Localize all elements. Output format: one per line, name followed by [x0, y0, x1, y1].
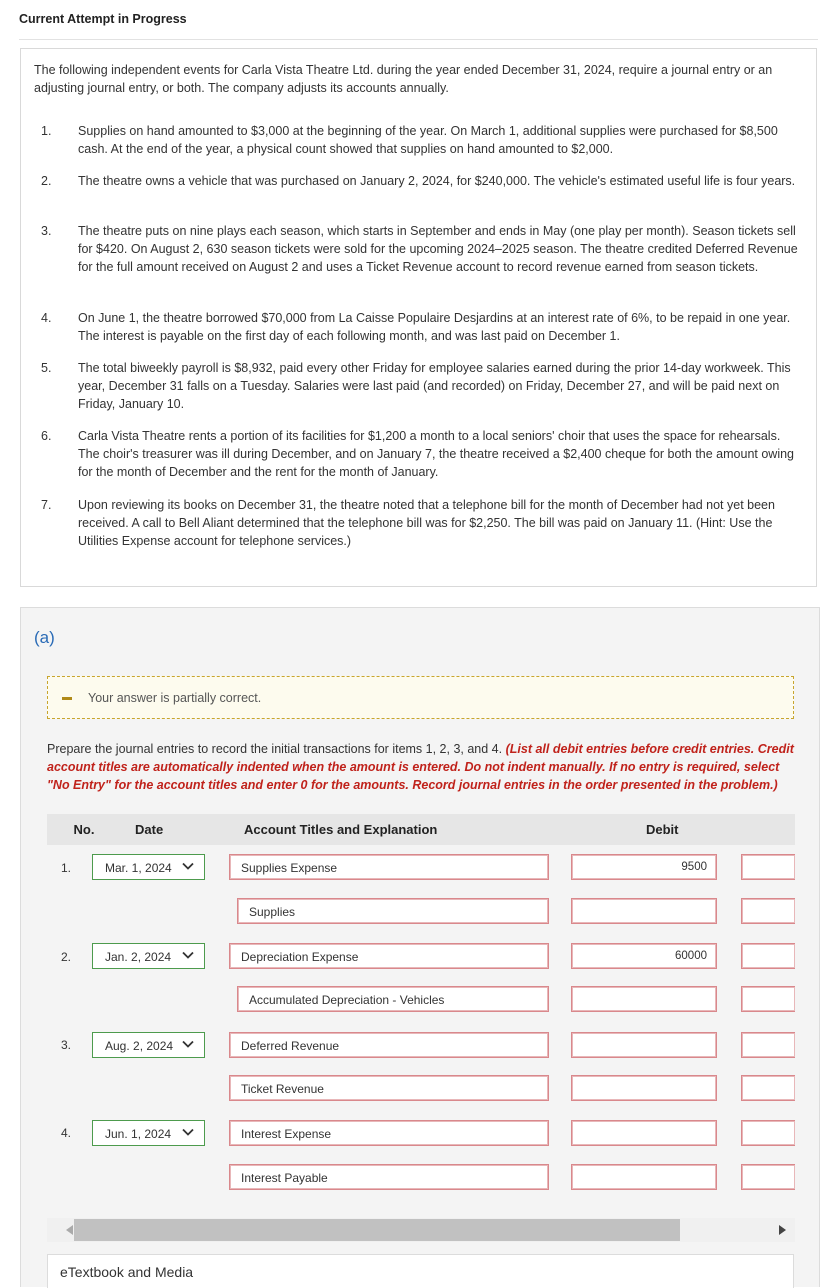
instructions-text: Prepare the journal entries to record the initial transactions for items 1, 2, 3, and 4.	[47, 742, 503, 756]
item-text: The theatre puts on nine plays each season, which starts in September and ends in May (one play per month). Season tickets sell for $420. On August 2, 630 season tickets were sold for the upcoming 2024–2025 season. The theatre credited Deferred Revenue for the full amount received on August 2 and uses a Ticket Revenue account to record revenue earned from season tickets.	[78, 224, 798, 274]
date-value: Aug. 2, 2024	[105, 1039, 174, 1053]
divider	[19, 39, 818, 40]
item-text: Supplies on hand amounted to $3,000 at the beginning of the year. On March 1, additional supplies were purchased for $8,500 cash. At the end of the year, a physical count showed that supplies on hand amounted to $2,000.	[78, 124, 778, 156]
instructions	[47, 740, 799, 794]
date-select[interactable]	[92, 854, 205, 880]
item-number: 5.	[41, 361, 52, 375]
debit-input[interactable]	[571, 1032, 717, 1058]
date-value: Jun. 1, 2024	[105, 1127, 172, 1141]
credit-input[interactable]	[741, 986, 795, 1012]
attempt-title: Current Attempt in Progress	[19, 12, 187, 26]
debit-input[interactable]	[571, 943, 717, 969]
item-number: 2.	[41, 174, 52, 188]
problem-intro: The following independent events for Carla Vista Theatre Ltd. during the year ended December 31, 2024, require a journal entry or an adjusting journal entry, or both. The company adjusts its accounts annually.	[34, 63, 773, 95]
entry-number: 2.	[61, 950, 72, 964]
item-number: 4.	[41, 311, 52, 325]
journal-table-header	[47, 814, 795, 845]
account-title-value: Supplies Expense	[241, 861, 338, 875]
credit-input[interactable]	[741, 1120, 795, 1146]
account-title-value: Depreciation Expense	[241, 950, 359, 964]
etextbook-link[interactable]	[47, 1254, 794, 1288]
item-text: Upon reviewing its books on December 31, the theatre noted that a telephone bill for the month of December had not yet been received. A call to Bell Aliant determined that the telephone bill was for $2,250. The bill was paid on January 11. (Hint: Use the Utilities Expense account for telephone services.)	[78, 498, 775, 548]
account-title-input[interactable]	[237, 898, 549, 924]
item-number: 3.	[41, 224, 52, 238]
credit-input[interactable]	[741, 1164, 795, 1190]
chevron-down-icon	[182, 949, 194, 961]
part-a-panel	[20, 607, 820, 1287]
debit-input[interactable]	[571, 986, 717, 1012]
account-title-value: Interest Payable	[241, 1171, 328, 1185]
instructions-note: (List all debit entries before credit entries. Credit account titles are automatically indented when the amount is entered. Do not indent manually. If no entry is required, select "No Entry" for the account titles and enter 0 for the amounts. Record journal entries in the order presented in the problem.)	[47, 742, 794, 792]
part-label: (a)	[34, 628, 55, 647]
date-value: Mar. 1, 2024	[105, 861, 172, 875]
credit-input[interactable]	[741, 898, 795, 924]
debit-input[interactable]	[571, 1120, 717, 1146]
credit-input[interactable]	[741, 854, 795, 880]
debit-value: 9500	[681, 861, 707, 873]
item-number: 6.	[41, 429, 52, 443]
item-text: On June 1, the theatre borrowed $70,000 from La Caisse Populaire Desjardins at an interest rate of 6%, to be repaid in one year. The interest is payable on the first day of each following month, and was last paid on December 1.	[78, 311, 791, 343]
horizontal-scrollbar[interactable]	[47, 1218, 795, 1242]
chevron-down-icon	[182, 1038, 194, 1050]
account-title-input[interactable]	[237, 986, 549, 1012]
column-date: Date	[135, 822, 164, 837]
etextbook-label: eTextbook and Media	[60, 1264, 194, 1280]
entry-number: 3.	[61, 1038, 72, 1052]
date-select[interactable]	[92, 943, 205, 969]
column-no: No.	[73, 822, 95, 837]
chevron-down-icon	[182, 860, 194, 872]
debit-input[interactable]	[571, 1164, 717, 1190]
debit-input[interactable]	[571, 854, 717, 880]
date-select[interactable]	[92, 1120, 205, 1146]
credit-input[interactable]	[741, 943, 795, 969]
date-select[interactable]	[92, 1032, 205, 1058]
item-number: 7.	[41, 498, 52, 512]
account-title-input[interactable]	[229, 943, 549, 969]
account-title-value: Accumulated Depreciation - Vehicles	[249, 993, 445, 1007]
scroll-left-icon[interactable]	[66, 1225, 73, 1235]
item-text: The theatre owns a vehicle that was purchased on January 2, 2024, for $240,000. The vehicle's estimated useful life is four years.	[78, 174, 796, 188]
account-title-input[interactable]	[229, 1164, 549, 1190]
problem-statement	[20, 48, 817, 587]
debit-input[interactable]	[571, 898, 717, 924]
item-text: Carla Vista Theatre rents a portion of its facilities for $1,200 a month to a local seniors' choir that uses the space for rehearsals. The choir's treasurer was ill during December, and on January 7, the theatre received a $2,400 cheque for both the amount owing for the month of December and the rent for the month of January.	[78, 429, 795, 479]
credit-input[interactable]	[741, 1075, 795, 1101]
column-debit: Debit	[646, 822, 679, 837]
debit-value: 60000	[675, 950, 707, 962]
entry-number: 4.	[61, 1126, 72, 1140]
account-title-value: Interest Expense	[241, 1127, 332, 1141]
account-title-input[interactable]	[229, 1075, 549, 1101]
debit-input[interactable]	[571, 1075, 717, 1101]
credit-input[interactable]	[741, 1032, 795, 1058]
scrollbar-thumb[interactable]	[74, 1219, 680, 1241]
status-banner	[47, 676, 794, 719]
account-title-input[interactable]	[229, 1032, 549, 1058]
account-title-value: Ticket Revenue	[241, 1082, 324, 1096]
column-account: Account Titles and Explanation	[244, 822, 438, 837]
status-text: Your answer is partially correct.	[88, 691, 262, 705]
chevron-down-icon	[182, 1126, 194, 1138]
item-number: 1.	[41, 124, 52, 138]
account-title-value: Deferred Revenue	[241, 1039, 340, 1053]
account-title-value: Supplies	[249, 905, 296, 919]
date-value: Jan. 2, 2024	[105, 950, 172, 964]
item-text: The total biweekly payroll is $8,932, paid every other Friday for employee salaries earned during the prior 14-day workweek. This year, December 31 falls on a Tuesday. Salaries were last paid (and recorded) on Friday, December 27, and will be paid next on Friday, January 10.	[78, 361, 791, 411]
account-title-input[interactable]	[229, 1120, 549, 1146]
partial-icon	[62, 697, 72, 700]
account-title-input[interactable]	[229, 854, 549, 880]
scroll-right-icon[interactable]	[779, 1225, 786, 1235]
entry-number: 1.	[61, 861, 72, 875]
